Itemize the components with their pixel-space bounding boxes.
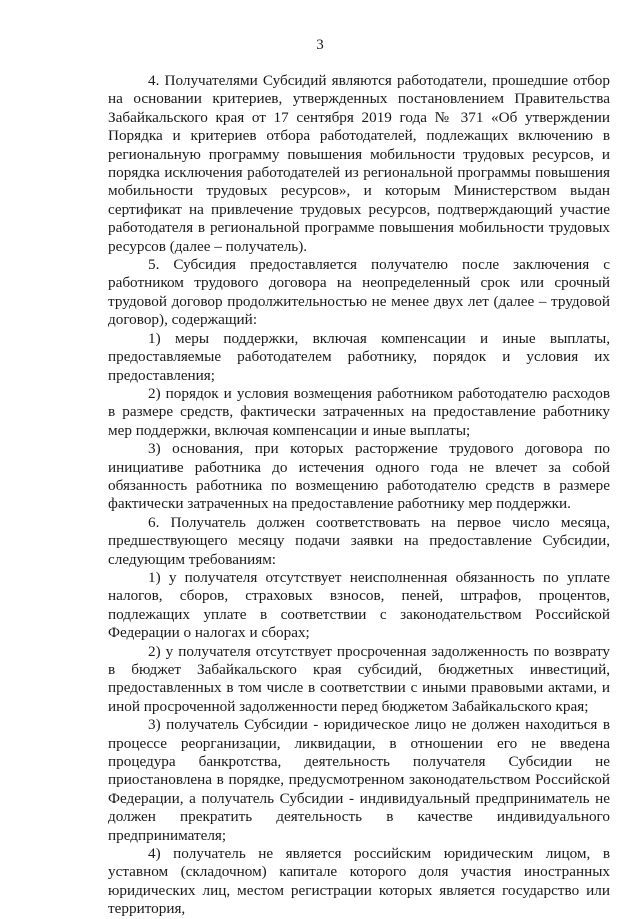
paragraph-6: 6. Получатель должен соответствовать на первое число месяца, предшествующего месяцу подачи заявки на предоставление Субсидии, следующим требованиям:: [108, 513, 610, 568]
document-body: [108, 72, 610, 919]
paragraph-5-item-1: 1) меры поддержки, включая компенсации и иные выплаты, предоставляемые работодателем работнику, порядок и условия их предоставления;: [108, 329, 610, 384]
paragraph-5-item-2: 2) порядок и условия возмещения работником работодателю расходов в размере средств, фактически затраченных на предоставление работнику мер поддержки, включая компенсации и иные выплаты;: [108, 384, 610, 439]
page-number: 3: [316, 37, 324, 53]
paragraph-6-item-4: 4) получатель не является российским юридическим лицом, в уставном (складочном) капитале которого доля участия иностранных юридических лиц, местом регистрации которых является государство или территория,: [108, 845, 610, 918]
paragraph-6-item-1: 1) у получателя отсутствует неисполненная обязанность по уплате налогов, сборов, страховых взносов, пеней, штрафов, процентов, подлежащих уплате в соответствии с законодательством Российской Федерации о налогах и сборах;: [108, 568, 610, 642]
paragraph-6-item-2: 2) у получателя отсутствует просроченная задолженность по возврату в бюджет Забайкальского края субсидий, бюджетных инвестиций, предоставленных в том числе в соответствии с иными правовыми актами, и иной просроченной задолженности перед бюджетом Забайкальского края;: [108, 642, 610, 715]
paragraph-5: 5. Субсидия предоставляется получателю после заключения с работником трудового договора на неопределенный срок или срочный трудовой договор продолжительностью не менее двух лет (далее – трудовой договор), содержащий:: [108, 256, 610, 329]
paragraph-5-item-3: 3) основания, при которых расторжение трудового договора по инициативе работника до истечения одного года не влечет за собой обязанность работника по возмещению работодателю средств в размере фактически затраченных на предоставление работнику мер поддержки.: [108, 440, 610, 513]
paragraph-6-item-3: 3) получатель Субсидии - юридическое лицо не должен находиться в процессе реорганизации, ликвидации, в отношении его не введена процедура банкротства, деятельность получателя Субсидии не приостановлена в порядке, предусмотренном законодательством Российской Федерации, а получатель Субсидии - индивидуальный предприниматель не должен прекратить деятельность в качестве индивидуального предпринимателя;: [108, 716, 610, 844]
paragraph-4: 4. Получателями Субсидий являются работодатели, прошедшие отбор на основании критериев, утвержденных постановлением Правительства Забайкальского края от 17 сентября 2019 года № 371 «Об утверждении Порядка и критериев отбора работодателей, подлежащих включению в региональную программу повышения мобильности трудовых ресурсов, и порядка исключения работодателей из региональной программы повышения мобильности трудовых ресурсов», и которым Министерством выдан сертификат на привлечение трудовых ресурсов, подтверждающий участие работодателя в региональной программе повышения мобильности трудовых ресурсов (далее – получатель).: [108, 72, 610, 255]
